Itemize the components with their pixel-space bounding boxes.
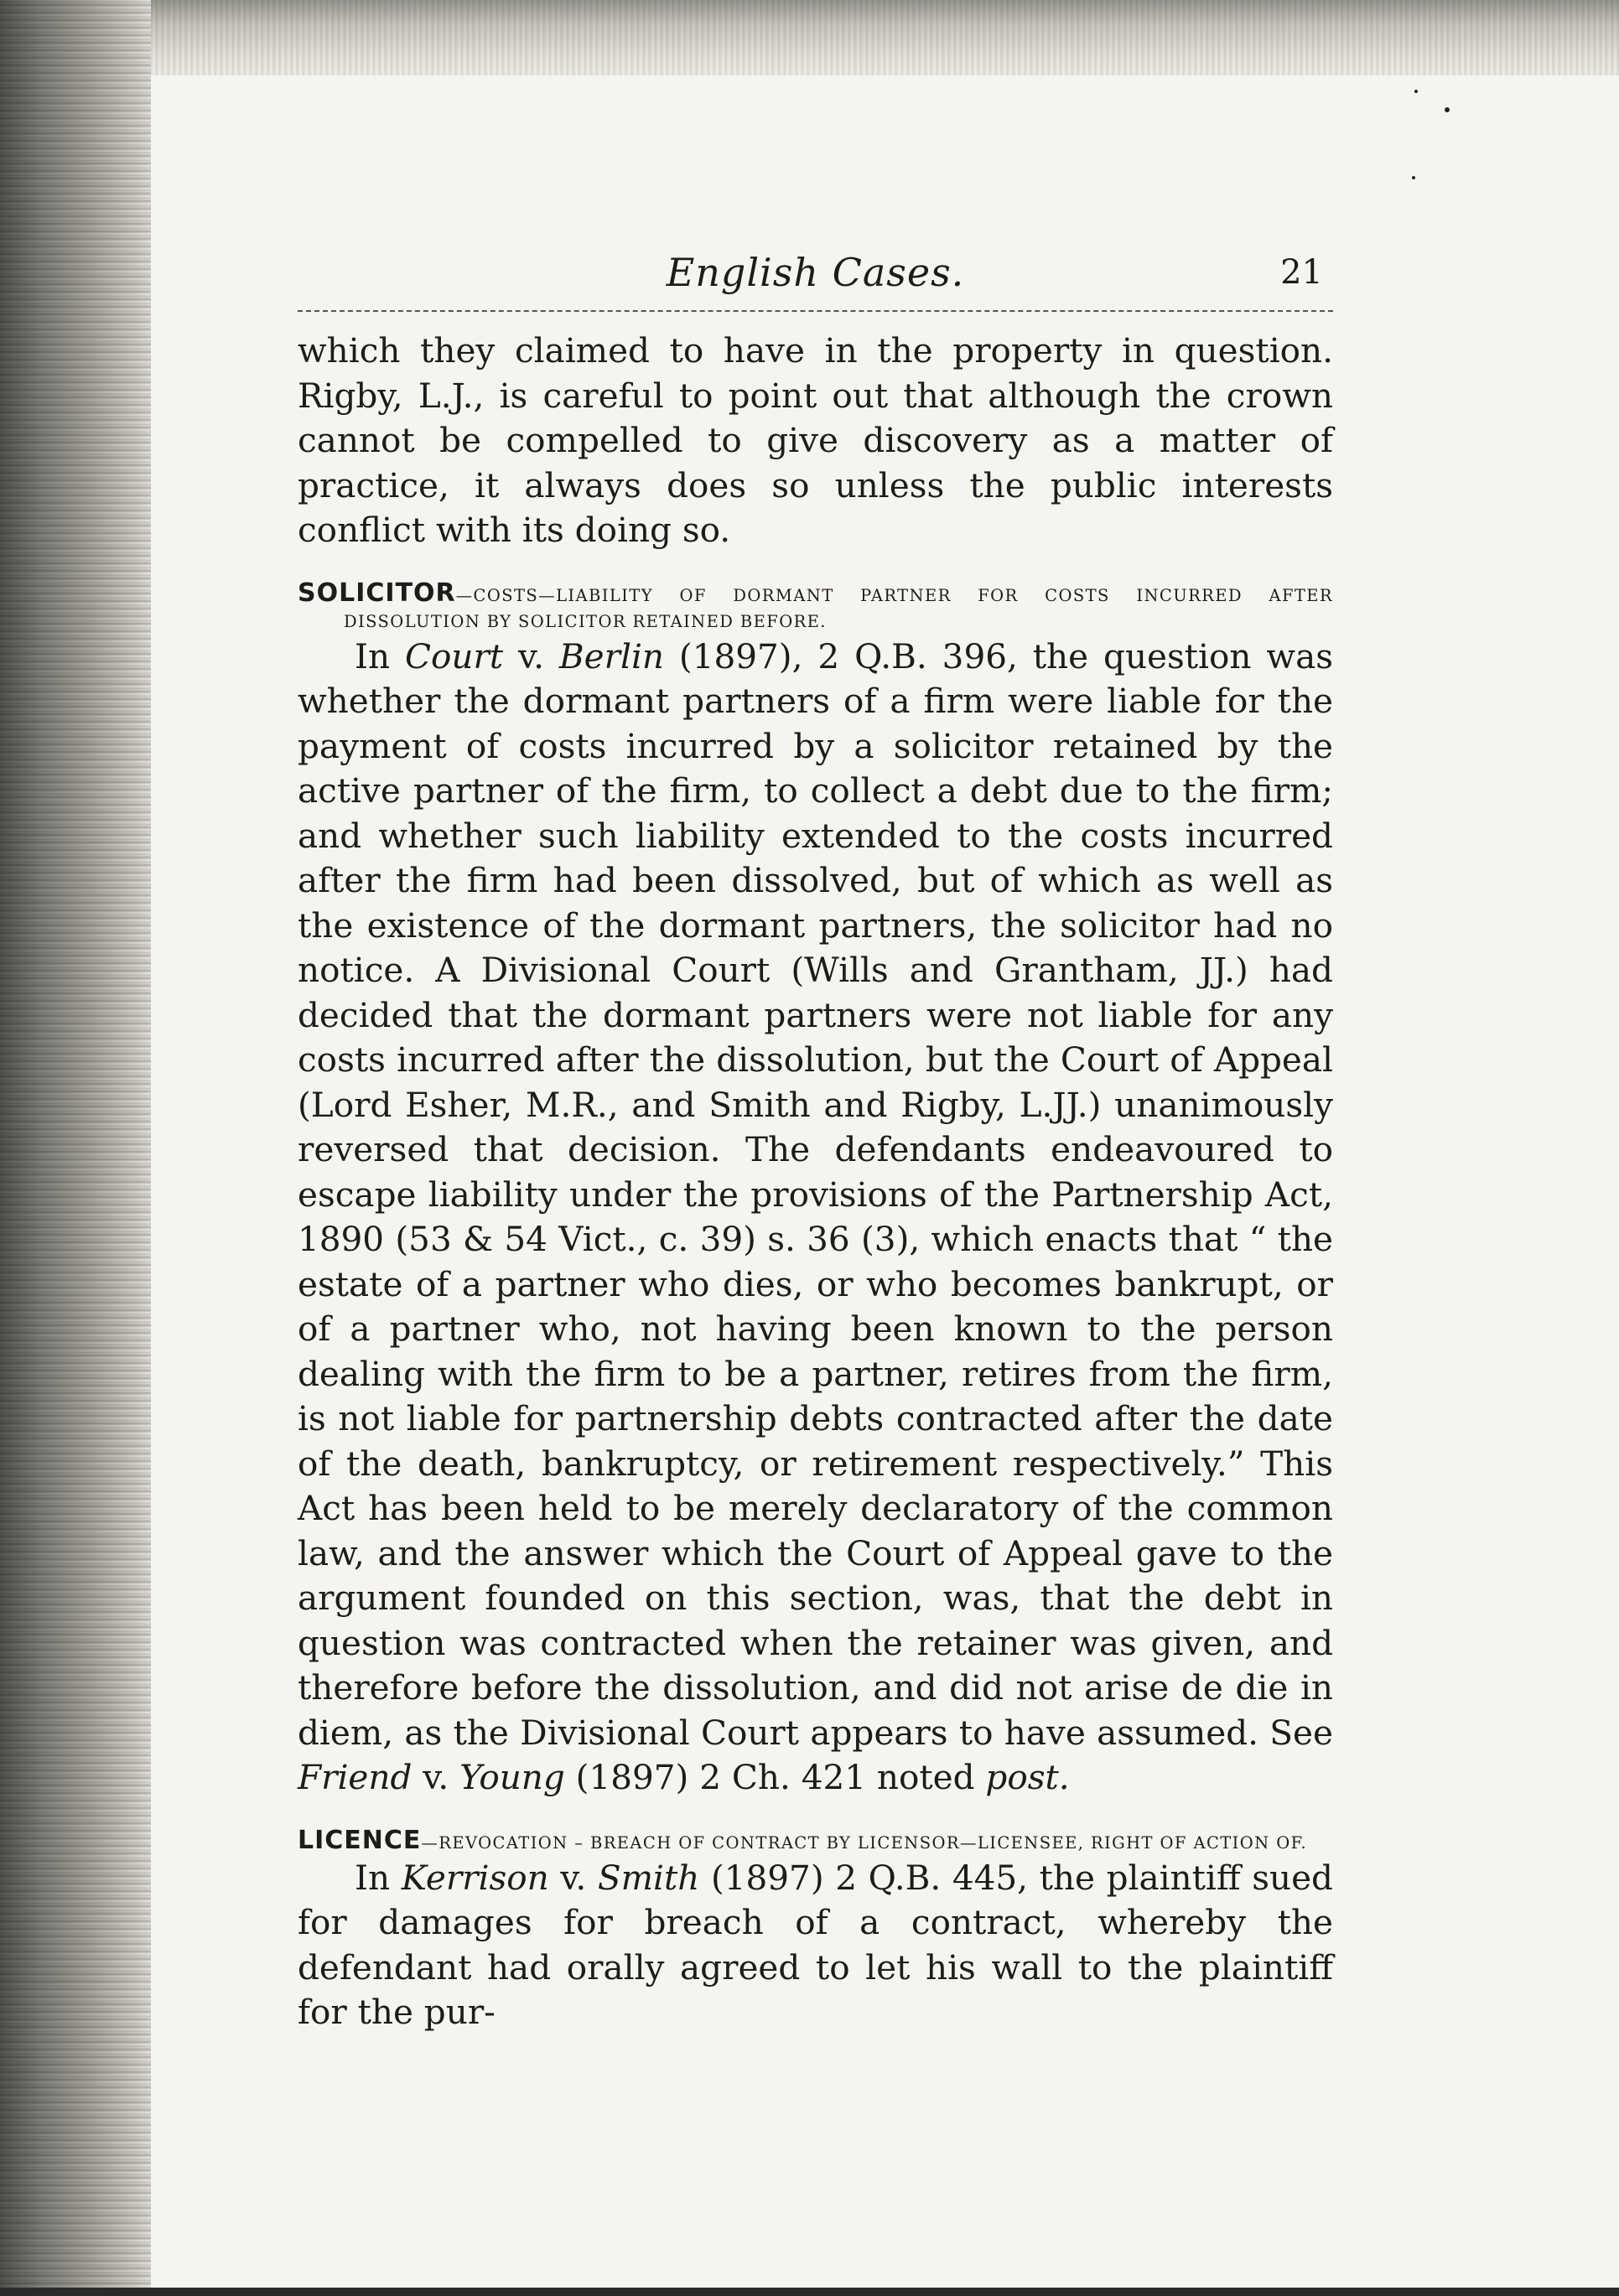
text-run: (1897), 2 Q.B. 396, the question was whether the dormant partners of a firm were liable for the payment of costs incurred by a solicitor retained by the active partner of the firm, to collect a debt due to the firm; and whether such liability extended to the costs incurred after the firm had been dissolved, but of which as well as the existence of the dormant partners, the solicitor had no notice. A Divisional Court (Wills and Grantham, JJ.) had decided that the dormant partners were not liable for any costs incurred after the dissolution, but the Court of Appeal (Lord Esher, M.R., and Smith and Rigby, L.JJ.) unanimously reversed that decision. The defendants endeavoured to escape liability under the provisions of the Partnership Act, 1890 (53 & 54 Vict., c. 39) s. 36 (3), which enacts that “ the estate of a partner who dies, or who becomes bankrupt, or of a partner who, not having been known to the person dealing with the firm to be a partner, retires from the firm, is not liable for partnership debts contracted after the date of the death, bankruptcy, or retirement respectively.” This Act has been held to be merely declaratory of the common law, and the answer which the Court of Appeal gave to the argument founded on this section, was, that the debt in question was contracted when the retainer was given, and therefore before the dissolution, and did not arise de die in diem, as the Divisional Court appears to have assumed. See xyxy=(298,635,1333,1753)
paragraph-kerrison-v-smith xyxy=(298,1856,1333,2035)
case-party: Kerrison xyxy=(401,1857,549,1898)
heading-description: —REVOCATION – BREACH OF CONTRACT BY LICENSOR—LICENSEE, RIGHT OF ACTION OF. xyxy=(421,1832,1308,1853)
scan-speck xyxy=(1445,107,1450,112)
heading-keyword: LICENCE xyxy=(298,1825,422,1855)
case-party: Young xyxy=(459,1757,565,1797)
text-run: (1897) 2 Ch. 421 noted xyxy=(564,1757,986,1797)
top-scan-edge xyxy=(151,0,1619,75)
section-heading-licence xyxy=(298,1827,1333,1856)
heading-description: —COSTS—LIABILITY OF DORMANT PARTNER FOR COSTS INCURRED AFTER DISSOLUTION BY SOLICITOR RETAINED BEFORE. xyxy=(344,585,1333,631)
case-party: Smith xyxy=(597,1857,700,1898)
text-run: v. xyxy=(412,1757,460,1797)
post-reference: post. xyxy=(985,1757,1070,1797)
running-title: English Cases. xyxy=(666,250,965,295)
section-heading-solicitor xyxy=(298,580,1333,635)
book-page xyxy=(298,243,1333,2035)
binding-edge xyxy=(0,0,151,2296)
scan-speck xyxy=(1414,90,1418,93)
text-run: In xyxy=(355,1857,402,1898)
page-number: 21 xyxy=(1280,253,1323,292)
text-run: v. xyxy=(503,635,559,676)
bottom-scan-edge xyxy=(0,2288,1619,2296)
case-party: Court xyxy=(405,635,504,676)
case-party: Berlin xyxy=(558,635,664,676)
paragraph-continuation: which they claimed to have in the property in question. Rigby, L.J., is careful to point out that although the crown cannot be compelled to give discovery as a matter of practice, it always does so unless the public interests conflict with its doing so. xyxy=(298,330,1333,550)
text-run: v. xyxy=(548,1857,598,1898)
text-run: In xyxy=(355,635,406,676)
scan-speck xyxy=(1412,176,1415,179)
text-run: (1897) 2 Q.B. 445, the plaintiff sued for damages for breach of a contract, whereby the defendant had orally agreed to let his wall to the plaintiff for the pur- xyxy=(298,1857,1333,2032)
case-party: Friend xyxy=(298,1757,413,1797)
heading-keyword: SOLICITOR xyxy=(298,578,456,608)
running-head xyxy=(298,243,1333,312)
paragraph-court-v-berlin xyxy=(298,635,1333,1801)
